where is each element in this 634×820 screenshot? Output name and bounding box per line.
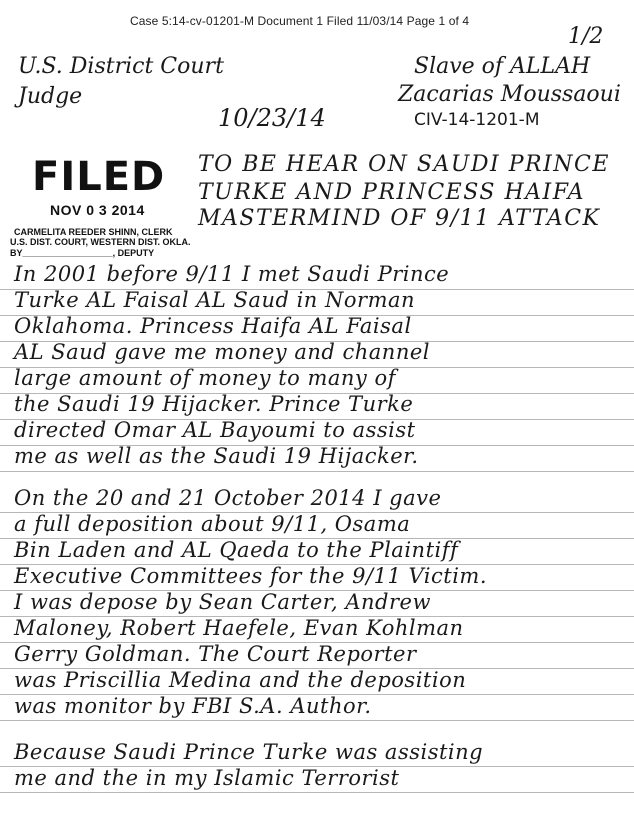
body-line: large amount of money to many of [14, 366, 396, 390]
body-line: Executive Committees for the 9/11 Victim. [14, 564, 487, 588]
filed-stamp-word: FILED [32, 154, 166, 200]
ruled-line [0, 720, 634, 721]
body-line: Bin Laden and AL Qaeda to the Plaintiff [14, 538, 459, 562]
body-line: In 2001 before 9/11 I met Saudi Prince [14, 262, 450, 286]
filed-stamp-date: NOV 0 3 2014 [50, 202, 145, 218]
topic-line-2: TURKE AND PRINCESS HAIFA [198, 180, 585, 205]
body-line: Maloney, Robert Haefele, Evan Kohlman [14, 616, 464, 640]
filed-stamp [10, 150, 190, 270]
body-line: Turke AL Faisal AL Saud in Norman [14, 288, 416, 312]
topic-line-1: TO BE HEAR ON SAUDI PRINCE [198, 152, 610, 177]
addressee-line-2: Judge [18, 84, 83, 109]
body-line: me and the in my Islamic Terrorist [14, 766, 400, 790]
body-line: Oklahoma. Princess Haifa AL Faisal [14, 314, 412, 338]
topic-line-3: MASTERMIND OF 9/11 ATTACK [198, 206, 601, 231]
body-line: me as well as the Saudi 19 Hijacker. [14, 444, 419, 468]
filed-stamp-court: U.S. DIST. COURT, WESTERN DIST. OKLA. [10, 237, 191, 247]
ruled-line [0, 792, 634, 793]
body-line: Gerry Goldman. The Court Reporter [14, 642, 417, 666]
filed-stamp-clerk: CARMELITA REEDER SHINN, CLERK [14, 227, 173, 237]
addressee-line-1: U.S. District Court [18, 54, 224, 79]
filed-stamp-deputy: BY__________________, DEPUTY [10, 248, 155, 258]
sender-line-1: Slave of ALLAH [414, 54, 591, 79]
body-line: a full deposition about 9/11, Osama [14, 512, 411, 536]
body-line: was Priscillia Medina and the deposition [14, 668, 467, 692]
letter-date: 10/23/14 [218, 104, 326, 132]
case-number: CIV-14-1201-M [414, 110, 540, 130]
ruled-line [0, 471, 634, 472]
body-line: was monitor by FBI S.A. Author. [14, 694, 372, 718]
page-fraction: 1/2 [568, 24, 604, 49]
case-header: Case 5:14-cv-01201-M Document 1 Filed 11/03/14 Page 1 of 4 [130, 14, 470, 28]
body-line: the Saudi 19 Hijacker. Prince Turke [14, 392, 414, 416]
body-line: directed Omar AL Bayoumi to assist [14, 418, 416, 442]
body-line: Because Saudi Prince Turke was assisting [14, 740, 484, 764]
body-line: AL Saud gave me money and channel [14, 340, 430, 364]
sender-name: Zacarias Moussaoui [398, 82, 621, 107]
body-line: On the 20 and 21 October 2014 I gave [14, 486, 442, 510]
body-line: I was depose by Sean Carter, Andrew [14, 590, 431, 614]
